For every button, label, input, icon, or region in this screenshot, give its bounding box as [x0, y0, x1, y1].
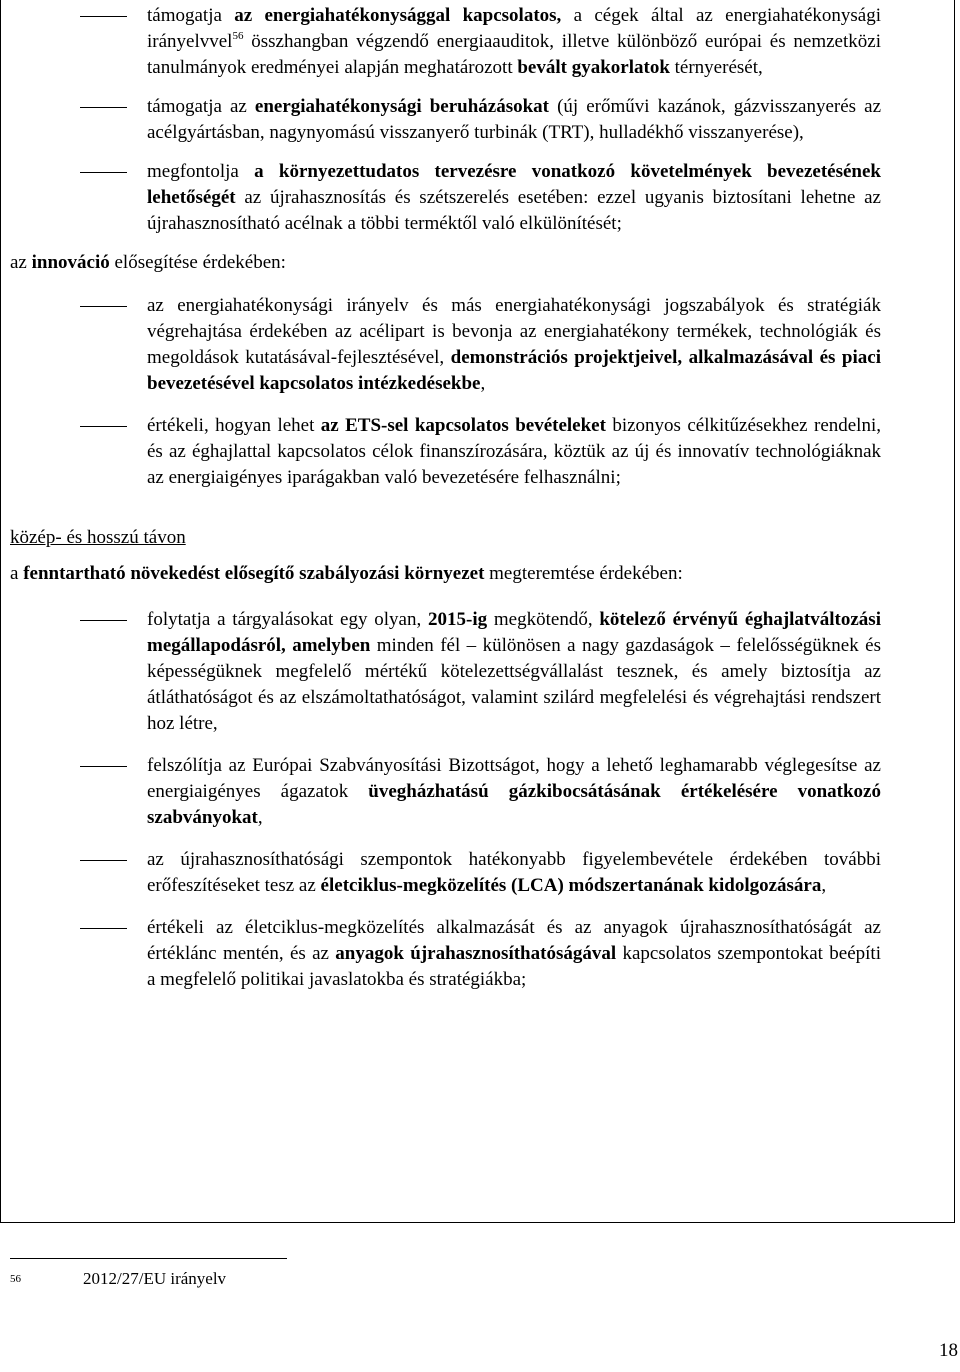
list-item [10, 159, 881, 237]
list-item [10, 413, 881, 491]
dash-bullet [80, 172, 127, 173]
list-item [10, 293, 881, 397]
intro-text: az [10, 252, 32, 273]
intro-text: elősegítése érdekében: [109, 252, 286, 273]
item-bold-text: bevált gyakorlatok [517, 57, 670, 78]
item-text: támogatja [147, 5, 235, 26]
item-text: kapcsolatos szempontokat beépíti a megfelelő politikai javaslatokba és stratégiákba; [147, 943, 881, 990]
sustainable-intro [10, 561, 881, 587]
item-text: megkötendő, [487, 609, 600, 630]
footnote [10, 1268, 227, 1296]
dash-bullet [80, 620, 127, 621]
footnote-text: 2012/27/EU irányelv [83, 1269, 227, 1288]
footnote-number: 56 [10, 1273, 21, 1285]
item-text: értékeli, hogyan lehet [147, 415, 321, 436]
footnote-separator [10, 1258, 287, 1259]
page-number: 18 [939, 1340, 958, 1361]
dash-bullet [80, 426, 127, 427]
section-heading [10, 525, 881, 551]
item-bold-text: az energiahatékonysággal kapcsolatos, [234, 5, 562, 26]
item-text: a cégek által az energiahatékonysági irányelvvel [147, 5, 881, 52]
dash-bullet [80, 860, 127, 861]
intro-text: a [10, 563, 24, 584]
list-item [10, 847, 881, 899]
item-text: bizonyos célkitűzésekhez rendelni, és az éghajlattal kapcsolatos célok finanszírozására, köztük az új és innovatív technológiáknak az energiaigényes iparágakban való bevezetésére felhasználni; [147, 415, 881, 488]
item-bold-text: 2015-ig [428, 609, 488, 630]
list-item [10, 94, 881, 146]
item-text: , [821, 875, 827, 896]
item-text: felszólítja az Európai Szabványosítási Bizottságot, hogy a lehető leghamarabb véglegesítse az energiaigényes ágazatok [147, 755, 881, 802]
list-item [10, 607, 881, 737]
heading-text: közép- és hosszú távon [10, 527, 186, 548]
item-bold-text: üvegházhatású gázkibocsátásának értékelésére vonatkozó szabványokat [147, 781, 881, 828]
dash-bullet [80, 928, 127, 929]
item-text: megfontolja [147, 161, 255, 182]
list-item [10, 3, 881, 81]
item-text: , [480, 373, 486, 394]
item-bold-text: az ETS-sel kapcsolatos bevételeket [320, 415, 606, 436]
item-text: az energiahatékonysági irányelv és más energiahatékonysági jogszabályok és stratégiák végrehajtása érdekében az acélipart is bevonja az energiahatékony termékek, technológiák és megoldások kutatásával-fejlesztésével, [147, 295, 881, 368]
footnote-reference[interactable]: 56 [232, 30, 244, 42]
document-body [10, 3, 881, 1006]
item-bold-text: energiahatékonysági beruházásokat [254, 96, 550, 117]
intro-bold-text: fenntartható növekedést elősegítő szabályozási környezet [23, 563, 485, 584]
item-bold-text: demonstrációs projektjeivel, alkalmazásával és piaci bevezetésével kapcsolatos intézkedésekbe [147, 347, 881, 394]
dash-bullet [80, 306, 127, 307]
dash-bullet [80, 766, 127, 767]
item-text: értékeli az életciklus-megközelítés alkalmazását és az anyagok újrahasznosíthatóságát az értéklánc mentén, és az [147, 917, 881, 964]
item-text: az újrahasznosíthatósági szempontok hatékonyabb figyelembevétele érdekében további erőfeszítéseket tesz az [147, 849, 881, 896]
item-bold-text: a környezettudatos tervezésre vonatkozó követelmények bevezetésének lehetőségét [147, 161, 881, 208]
item-bold-text: életciklus-megközelítés (LCA) módszertanának kidolgozására [320, 875, 822, 896]
item-bold-text: kötelező érvényű éghajlatváltozási megállapodásról, amelyben [147, 609, 881, 656]
item-text: támogatja az [147, 96, 255, 117]
item-text: összhangban végzendő energiaauditok, illetve különböző európai és nemzetközi tanulmányok eredményei alapján meghatározott [147, 31, 881, 78]
list-item [10, 915, 881, 993]
intro-text: megteremtése érdekében: [484, 563, 683, 584]
item-text: az újrahasznosítás és szétszerelés esetében: ezzel ugyanis biztosítani lehetne az újrahasznosítható acélnak a többi terméktől való elkülönítését; [147, 187, 881, 234]
item-bold-text: anyagok újrahasznosíthatóságával [335, 943, 617, 964]
item-text: folytatja a tárgyalásokat egy olyan, [147, 609, 428, 630]
item-text: térnyerését, [669, 57, 763, 78]
item-text: , [257, 807, 263, 828]
item-text: (új erőművi kazánok, gázvisszanyerés az acélgyártásban, nagynyomású visszanyerő turbinák (TRT), hulladékhő visszanyerése), [147, 96, 881, 143]
dash-bullet [80, 107, 127, 108]
intro-bold-text: innováció [31, 252, 110, 273]
item-text: minden fél – különösen a nagy gazdaságok – felelősségüknek és képességüknek megfelelő mértékű kötelezettségvállalást tesznek, és amely biztosítja az átláthatóságot és az elszámoltathatóságot, valamint szilárd megfelelési és végrehajtási rendszert hoz létre, [147, 635, 881, 734]
innovation-intro [10, 250, 881, 276]
dash-bullet [80, 16, 127, 17]
list-item [10, 753, 881, 831]
